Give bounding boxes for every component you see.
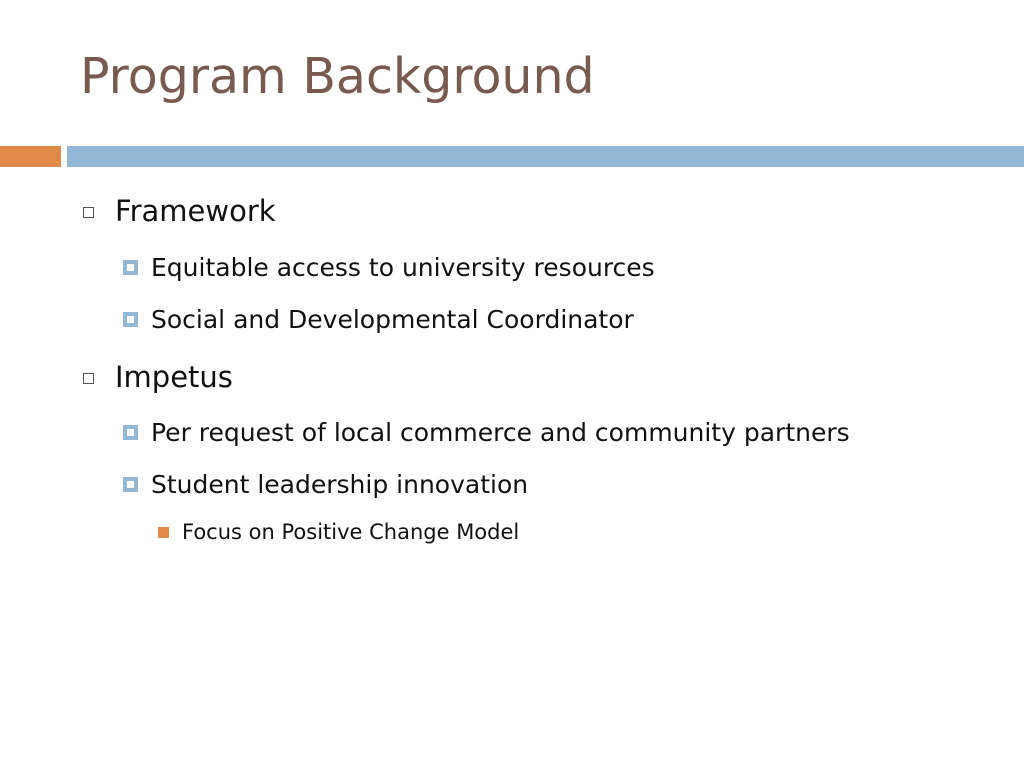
list-item-label: Student leadership innovation xyxy=(151,470,529,499)
list-item-label: Equitable access to university resources xyxy=(151,253,655,282)
framed-square-bullet-icon xyxy=(123,425,138,440)
framed-square-bullet-icon xyxy=(123,312,138,327)
hollow-square-bullet-icon xyxy=(83,373,94,384)
list-item-label: Impetus xyxy=(115,360,233,394)
solid-square-bullet-icon xyxy=(158,527,169,538)
hollow-square-bullet-icon xyxy=(83,207,94,218)
list-item-label: Focus on Positive Change Model xyxy=(182,520,520,544)
accent-band-blue xyxy=(67,146,1024,167)
framed-square-bullet-icon xyxy=(123,260,138,275)
framed-square-bullet-icon xyxy=(123,477,138,492)
list-item-label: Framework xyxy=(115,194,276,228)
slide-title: Program Background xyxy=(80,48,595,105)
list-item-label: Social and Developmental Coordinator xyxy=(151,305,634,334)
list-item-label: Per request of local commerce and community partners xyxy=(151,418,850,447)
accent-band-orange xyxy=(0,146,61,167)
